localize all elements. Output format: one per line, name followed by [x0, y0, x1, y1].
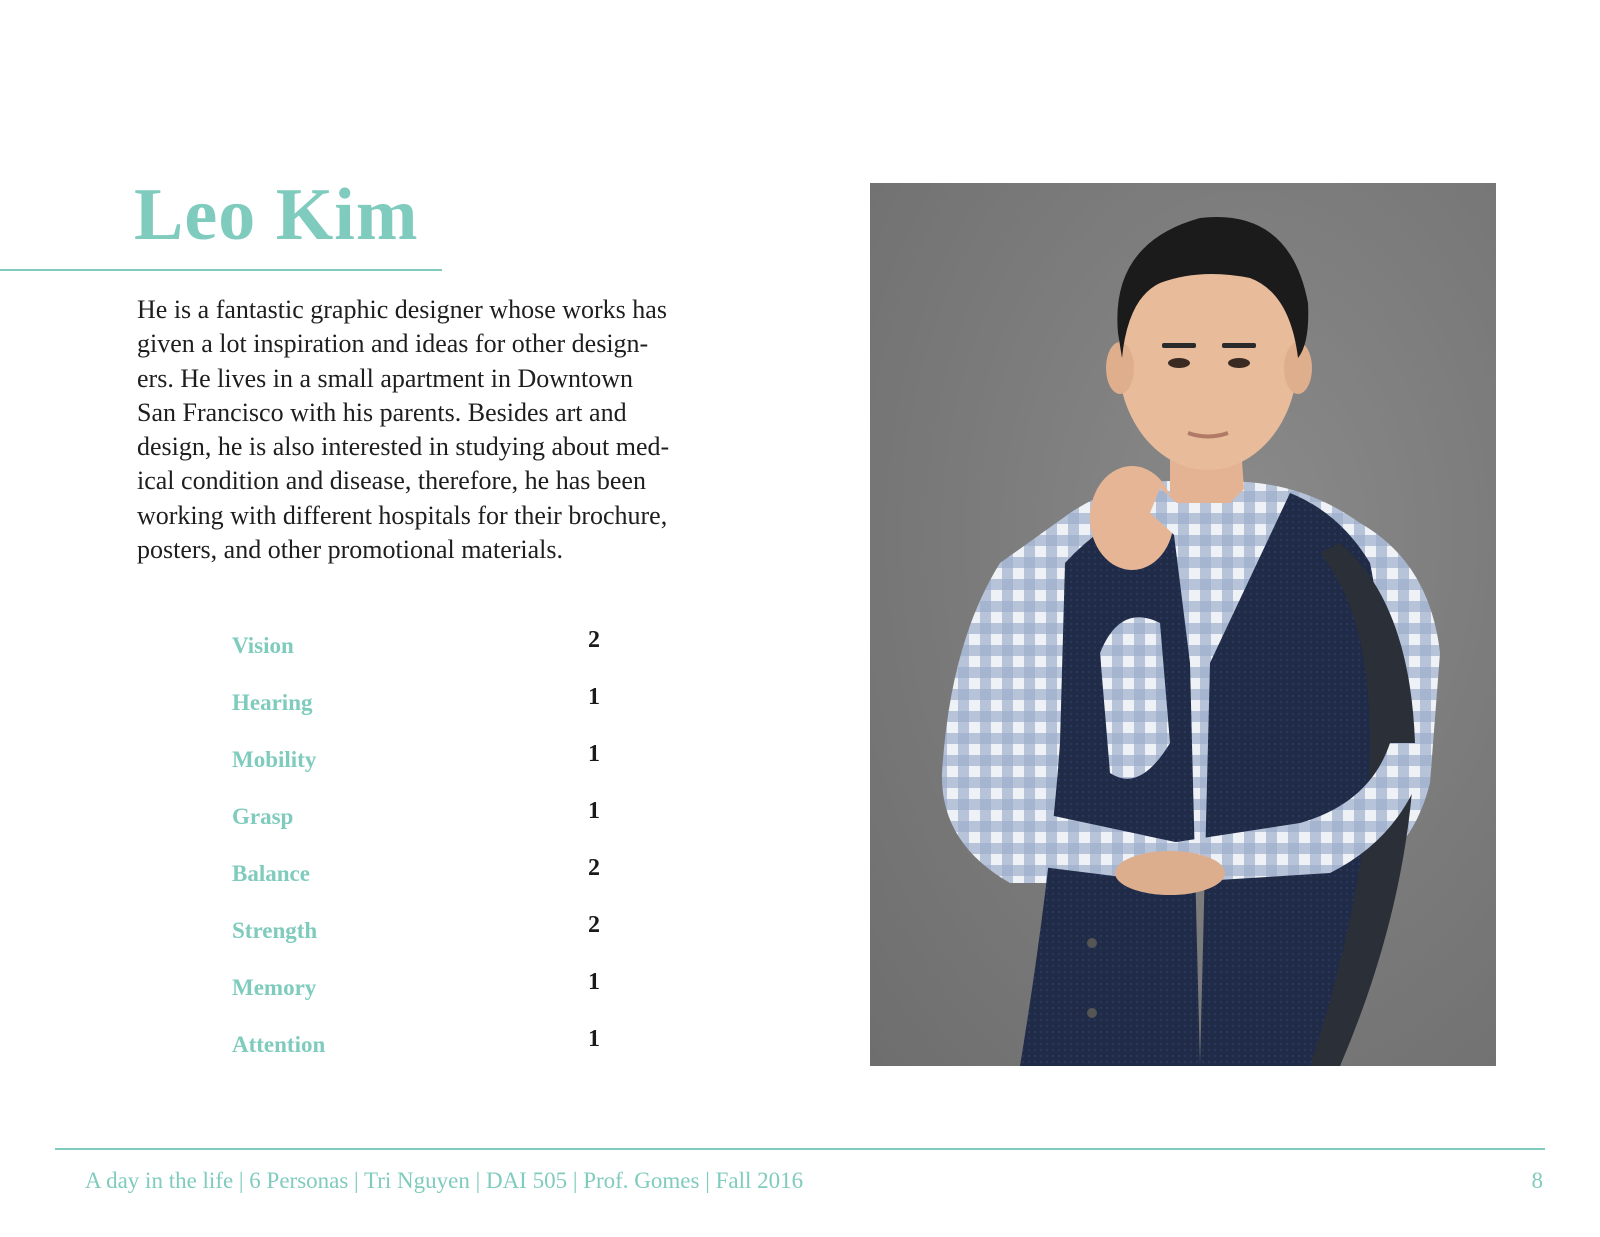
rating-label: Attention: [232, 1032, 326, 1057]
rating-row-strength: [232, 912, 612, 969]
bio-line: San Francisco with his parents. Besides art and: [137, 397, 627, 427]
rating-label: Balance: [232, 861, 310, 886]
page-number: 8: [1531, 1168, 1543, 1193]
rating-label: Memory: [232, 975, 317, 1000]
footer-credits: A day in the life | 6 Personas | Tri Nguyen | DAI 505 | Prof. Gomes | Fall 2016: [85, 1168, 804, 1193]
persona-portrait-photo: [870, 183, 1496, 1066]
rating-label: Vision: [232, 633, 294, 658]
rating-value: 1: [588, 684, 600, 710]
title-divider: [0, 269, 442, 271]
bio-line: ical condition and disease, therefore, he has been: [137, 466, 646, 496]
rating-row-vision: [232, 627, 612, 684]
rating-label: Mobility: [232, 747, 317, 772]
rating-row-attention: [232, 1026, 612, 1083]
rating-row-memory: [232, 969, 612, 1026]
ability-ratings: [232, 627, 612, 1083]
bio-line: working with different hospitals for their brochure,: [137, 500, 668, 530]
bio-line: given a lot inspiration and ideas for other design-: [137, 329, 649, 359]
rating-value: 2: [588, 855, 600, 881]
bio-line: posters, and other promotional materials.: [137, 535, 564, 565]
rating-label: Strength: [232, 918, 318, 943]
bio-line: design, he is also interested in studying about med-: [137, 432, 670, 462]
rating-value: 2: [588, 912, 600, 938]
rating-row-hearing: [232, 684, 612, 741]
portrait-illustration: [870, 183, 1496, 1066]
rating-row-grasp: [232, 798, 612, 855]
rating-value: 2: [588, 627, 600, 653]
persona-name: Leo Kim: [134, 174, 419, 256]
rating-label: Grasp: [232, 804, 294, 829]
bio-line: ers. He lives in a small apartment in Downtown: [137, 363, 634, 393]
rating-value: 1: [588, 798, 600, 824]
rating-label: Hearing: [232, 690, 313, 715]
rating-value: 1: [588, 969, 600, 995]
rating-row-balance: [232, 855, 612, 912]
footer-divider: [55, 1148, 1545, 1150]
bio-line: He is a fantastic graphic designer whose works has: [137, 295, 667, 324]
rating-value: 1: [588, 741, 600, 767]
persona-bio: [137, 293, 737, 567]
rating-row-mobility: [232, 741, 612, 798]
rating-value: 1: [588, 1026, 600, 1052]
